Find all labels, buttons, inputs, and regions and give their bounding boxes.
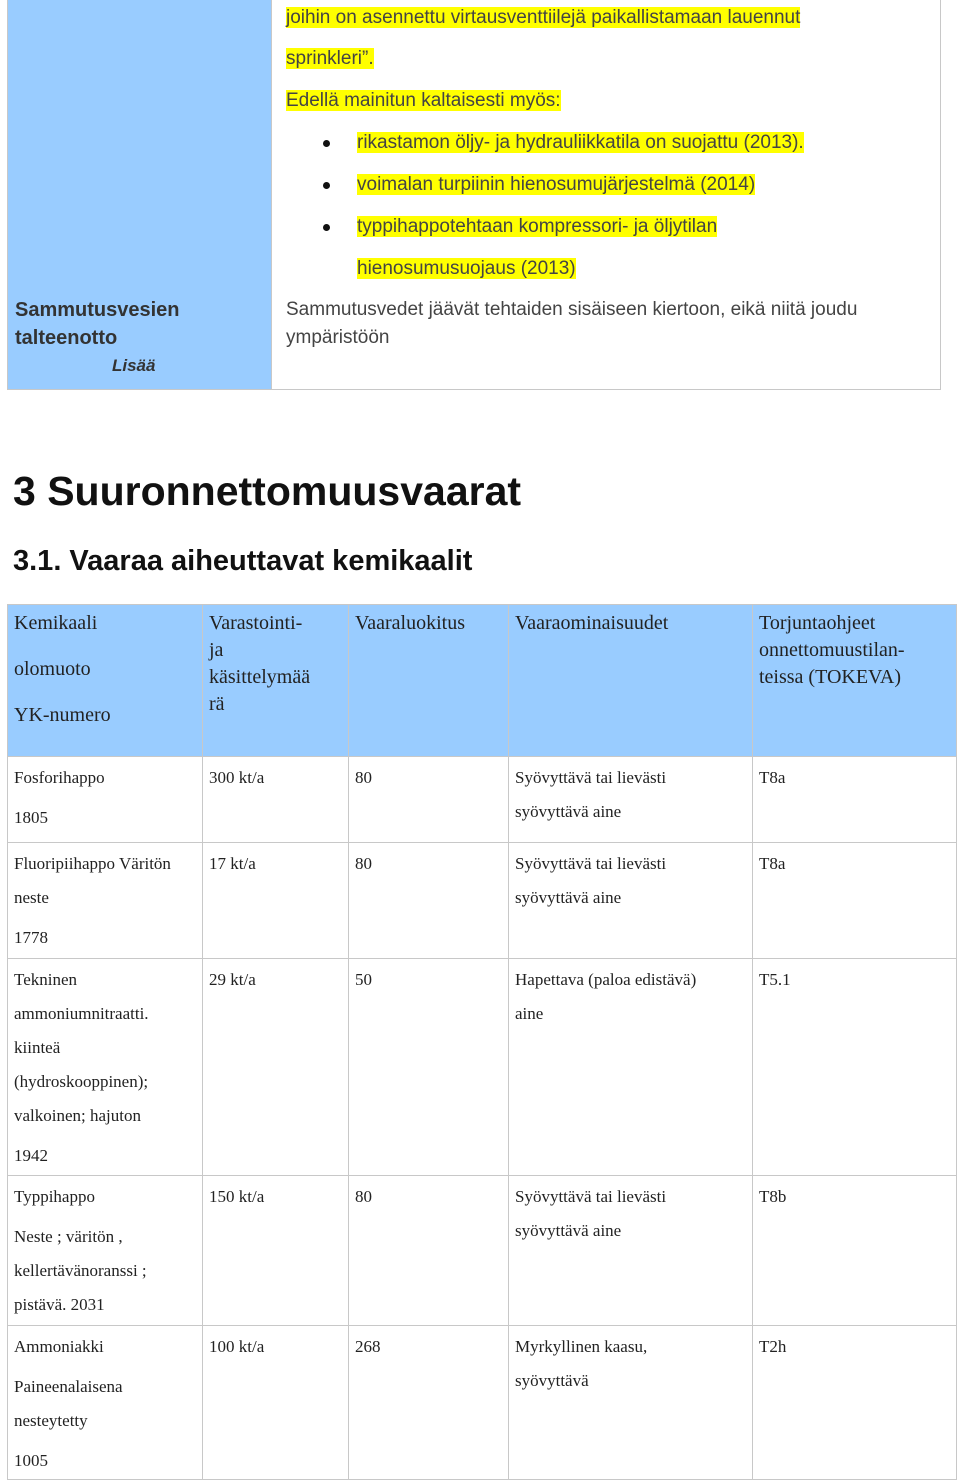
chemical-line: 1005 — [14, 1451, 48, 1470]
subsection-heading: 3.1. Vaaraa aiheuttavat kemikaalit — [13, 545, 473, 577]
hazard-cell — [509, 1326, 753, 1480]
hazard-line: Syövyttävä tai lievästi — [515, 1187, 667, 1206]
tokeva-cell: T8a — [753, 843, 957, 959]
header-storage — [203, 605, 349, 757]
hazard-line: aine — [515, 1004, 544, 1023]
amount-cell: 100 kt/a — [203, 1326, 349, 1480]
header-chemical — [8, 605, 203, 757]
highlighted-text: sprinkleri”. — [286, 48, 374, 69]
chemical-line: Ammoniakki — [14, 1337, 104, 1356]
chemical-cell — [8, 757, 203, 843]
bullet-icon — [323, 182, 330, 189]
class-cell: 80 — [349, 843, 509, 959]
section-heading: 3 Suuronnettomuusvaarat — [13, 468, 522, 514]
hazard-cell — [509, 959, 753, 1176]
row-content-cell — [280, 0, 940, 389]
note-line1: Sammutusvedet jäävät tehtaiden sisäiseen kiertoon, eikä niitä joudu — [286, 299, 858, 320]
chemical-line: 1942 — [14, 1146, 48, 1165]
chemical-line: (hydroskooppinen); — [14, 1072, 149, 1091]
class-cell: 80 — [349, 757, 509, 843]
hazard-cell — [509, 843, 753, 959]
hazard-cell — [509, 757, 753, 843]
hazard-line: syövyttävä — [515, 1371, 589, 1390]
chemical-cell — [8, 959, 203, 1176]
class-cell: 50 — [349, 959, 509, 1176]
amount-cell: 29 kt/a — [203, 959, 349, 1176]
chemicals-table — [7, 604, 957, 1480]
bullet-item: voimalan turpiinin hienosumujärjestelmä (2014) — [357, 174, 756, 195]
tokeva-cell: T8a — [753, 757, 957, 843]
bullet-item: hienosumusuojaus (2013) — [357, 258, 576, 279]
row-label-cell — [8, 0, 272, 389]
header-storage-line1: Varastointi- — [209, 612, 303, 634]
chemical-line: Typpihappo — [14, 1187, 95, 1206]
hazard-line: Hapettava (paloa edistävä) — [515, 970, 697, 989]
chemical-line: Tekninen — [14, 970, 78, 989]
more-link[interactable]: Lisää — [112, 356, 156, 375]
tokeva-cell: T8b — [753, 1176, 957, 1326]
info-table — [7, 0, 941, 390]
row-label-line2: talteenotto — [15, 327, 118, 349]
chemical-line: Fluoripiihappo Väritön — [14, 854, 171, 873]
hazard-cell — [509, 1176, 753, 1326]
table-row — [8, 959, 957, 1176]
chemical-line: pistävä. 2031 — [14, 1295, 105, 1314]
chemical-line: nesteytetty — [14, 1411, 88, 1430]
chemical-line: Fosforihappo — [14, 768, 105, 787]
header-hazard-properties: Vaaraominaisuudet — [509, 605, 753, 757]
amount-cell: 300 kt/a — [203, 757, 349, 843]
row-label-line1: Sammutusvesien — [15, 299, 180, 321]
chemical-line: 1778 — [14, 928, 48, 947]
header-storage-line4: rä — [209, 693, 225, 715]
highlighted-text: joihin on asennettu virtausventtiilejä paikallistamaan lauennut — [286, 7, 801, 28]
chemical-cell — [8, 1326, 203, 1480]
header-tokeva-line3: teissa (TOKEVA) — [759, 666, 902, 688]
header-kemikaali: Kemikaali — [14, 612, 98, 634]
hazard-line: syövyttävä aine — [515, 1221, 622, 1240]
table-header-row — [8, 605, 957, 757]
hazard-line: syövyttävä aine — [515, 802, 622, 821]
chemical-cell — [8, 843, 203, 959]
chemical-line: valkoinen; hajuton — [14, 1106, 142, 1125]
note-line2: ympäristöön — [286, 327, 390, 348]
highlighted-text: Edellä mainitun kaltaisesti myös: — [286, 90, 561, 111]
hazard-line: Syövyttävä tai lievästi — [515, 768, 667, 787]
amount-cell: 17 kt/a — [203, 843, 349, 959]
table-row — [8, 1176, 957, 1326]
class-cell: 268 — [349, 1326, 509, 1480]
chemical-line: Neste ; väritön , — [14, 1227, 123, 1246]
header-tokeva — [753, 605, 957, 757]
bullet-icon — [323, 140, 330, 147]
bullet-icon — [323, 224, 330, 231]
chemical-line: kellertävänoranssi ; — [14, 1261, 147, 1280]
hazard-line: Myrkyllinen kaasu, — [515, 1337, 648, 1356]
chemical-line: kiinteä — [14, 1038, 61, 1057]
tokeva-cell: T5.1 — [753, 959, 957, 1176]
hazard-line: syövyttävä aine — [515, 888, 622, 907]
chemical-line: Paineenalaisena — [14, 1377, 123, 1396]
table-row — [8, 843, 957, 959]
chemical-line: ammoniumnitraatti. — [14, 1004, 149, 1023]
header-storage-line2: ja — [209, 639, 224, 661]
chemical-cell — [8, 1176, 203, 1326]
tokeva-cell: T2h — [753, 1326, 957, 1480]
class-cell: 80 — [349, 1176, 509, 1326]
table-row — [8, 757, 957, 843]
hazard-line: Syövyttävä tai lievästi — [515, 854, 667, 873]
table-row — [8, 1326, 957, 1480]
bullet-item: typpihappotehtaan kompressori- ja öljytilan — [357, 216, 718, 237]
header-olomuoto: olomuoto — [14, 658, 91, 680]
header-storage-line3: käsittelymää — [209, 666, 311, 688]
bullet-item: rikastamon öljy- ja hydrauliikkatila on suojattu (2013). — [357, 132, 804, 153]
chemical-line: 1805 — [14, 808, 48, 827]
amount-cell: 150 kt/a — [203, 1176, 349, 1326]
header-yk-numero: YK-numero — [14, 704, 111, 726]
row-label — [15, 296, 180, 352]
header-tokeva-line1: Torjuntaohjeet — [759, 612, 876, 634]
header-hazard-class: Vaaraluokitus — [349, 605, 509, 757]
chemical-line: neste — [14, 888, 49, 907]
header-tokeva-line2: onnettomuustilan- — [759, 639, 905, 661]
